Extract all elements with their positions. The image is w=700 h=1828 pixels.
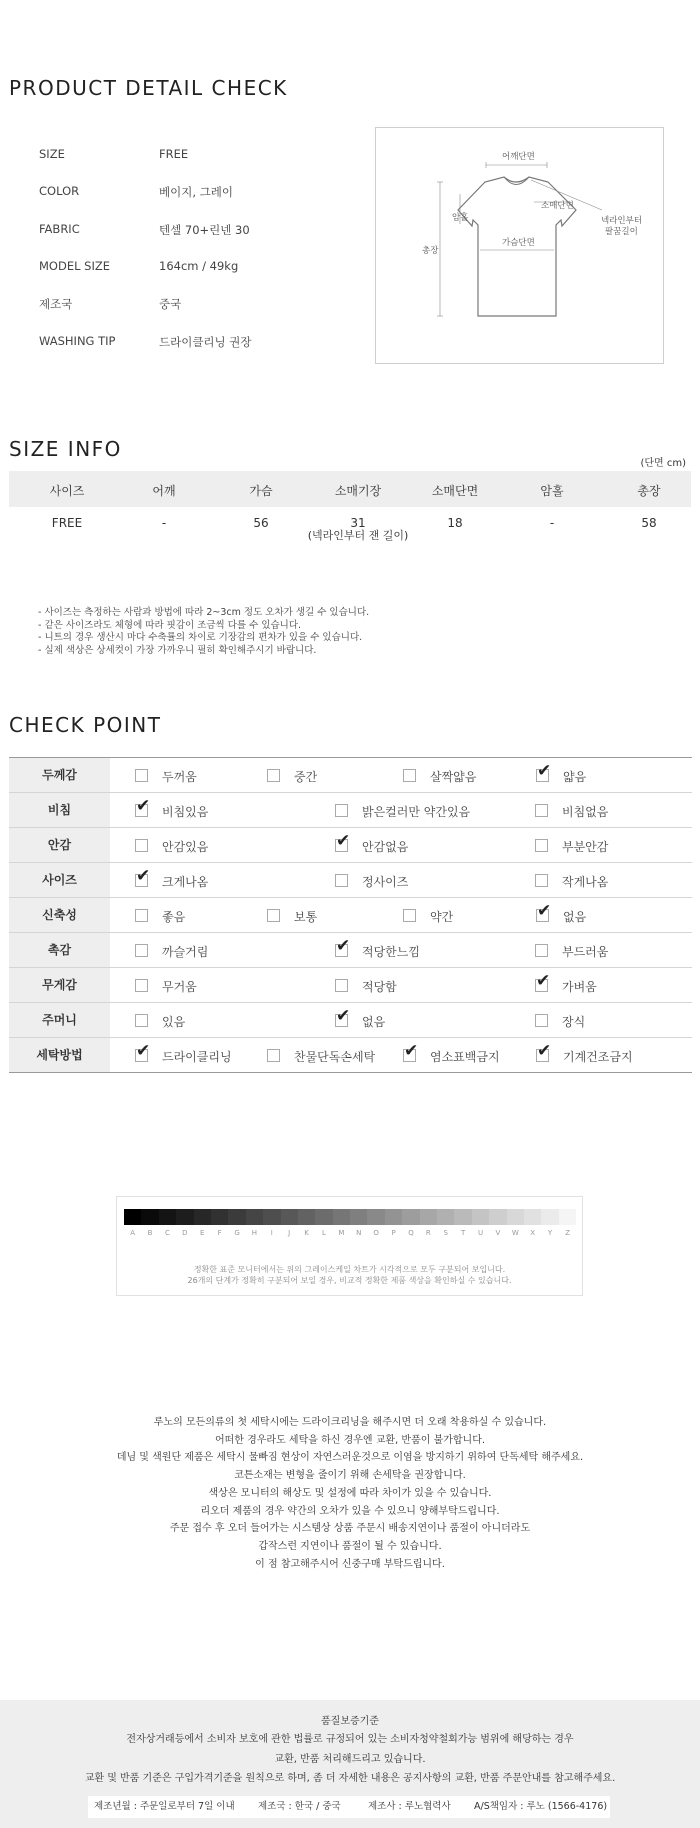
detail-title: PRODUCT DETAIL CHECK — [9, 76, 288, 100]
check-row-label: 촉감 — [9, 933, 110, 967]
diagram-label-neck-from: 넥라인부터 — [601, 216, 643, 226]
grayscale-note-line: 정확한 표준 모니터에서는 위의 그레이스케일 차트가 시각적으로 모두 구분되어 보입니다. — [193, 1265, 506, 1274]
detail-row-model-size — [39, 259, 239, 273]
grayscale-swatch — [472, 1209, 489, 1225]
check-option-label: 비침없음 — [562, 805, 609, 819]
detail-row-origin — [39, 296, 182, 312]
detail-key: COLOR — [39, 184, 80, 198]
care-line: 갑작스런 지연이나 품절이 될 수 있습니다. — [258, 1540, 442, 1552]
grayscale-letter: B — [147, 1229, 153, 1237]
size-header-cell: 소매기장 — [334, 484, 382, 498]
check-row — [9, 758, 692, 793]
detail-key: SIZE — [39, 147, 65, 161]
size-header-cell: 소매단면 — [431, 484, 479, 498]
checkbox[interactable] — [335, 874, 348, 887]
check-row-label: 무게감 — [9, 968, 110, 1002]
size-note-line: - 니트의 경우 생산시 마다 수축률의 차이로 기장감의 편차가 있을 수 있습니다. — [38, 632, 363, 644]
check-row-label: 신축성 — [9, 898, 110, 932]
check-option-label: 무거움 — [162, 980, 197, 994]
grayscale-swatch — [489, 1209, 506, 1225]
checkmark-icon: ✔ — [537, 1041, 552, 1061]
grayscale-letter: H — [251, 1229, 258, 1237]
grayscale-swatch — [263, 1209, 280, 1225]
grayscale-letter: W — [511, 1229, 519, 1237]
check-option-label: 부분안감 — [562, 840, 609, 854]
care-line: 이 점 참고해주시어 신중구매 부탁드립니다. — [255, 1558, 445, 1570]
size-header-cell: 사이즈 — [49, 484, 85, 498]
detail-key: FABRIC — [39, 222, 80, 236]
footer-info-maker: 제조사 : 루노협력사 — [368, 1801, 451, 1812]
checkbox[interactable] — [403, 769, 416, 782]
grayscale-letter: J — [288, 1229, 291, 1237]
care-line: 어떠한 경우라도 세탁을 하신 경우엔 교환, 반품이 불가합니다. — [214, 1434, 486, 1446]
grayscale-swatch — [541, 1209, 558, 1225]
footer-info-as: A/S책임자 : 루노 (1566-4176) — [474, 1801, 608, 1812]
grayscale-swatch — [507, 1209, 524, 1225]
check-option-label: 작게나옴 — [562, 875, 609, 889]
grayscale-swatch — [228, 1209, 245, 1225]
size-header-cell: 암홀 — [540, 484, 564, 498]
grayscale-letter: Z — [565, 1229, 570, 1237]
size-cell: 56 — [253, 516, 269, 530]
size-notes — [38, 607, 369, 657]
check-option-label: 크게나옴 — [162, 875, 209, 889]
grayscale-letters — [124, 1229, 576, 1237]
checkbox[interactable] — [535, 1014, 548, 1027]
check-option-label: 얇음 — [563, 770, 587, 784]
grayscale-swatch — [298, 1209, 315, 1225]
detail-key: MODEL SIZE — [39, 259, 110, 273]
grayscale-letter: S — [443, 1229, 448, 1237]
check-option-label: 드라이클리닝 — [162, 1050, 232, 1064]
checkbox[interactable] — [267, 909, 280, 922]
grayscale-swatch — [559, 1209, 576, 1225]
size-header-cell: 어깨 — [152, 484, 176, 498]
tshirt-diagram-icon — [376, 128, 665, 365]
check-option-label: 염소표백금지 — [430, 1050, 500, 1064]
checkmark-icon: ✔ — [336, 936, 351, 956]
size-note-line: - 같은 사이즈라도 체형에 따라 핏감이 조금씩 다를 수 있습니다. — [38, 619, 302, 631]
check-row — [9, 1038, 692, 1073]
grayscale-swatch — [211, 1209, 228, 1225]
care-line: 색상은 모니터의 해상도 및 설정에 따라 차이가 있을 수 있습니다. — [208, 1487, 492, 1499]
check-row — [9, 933, 692, 968]
check-option-label: 비침있음 — [162, 805, 209, 819]
check-option-label: 장식 — [562, 1015, 586, 1029]
grayscale-letter: A — [130, 1229, 136, 1237]
diagram-label-chest: 가슴단면 — [502, 238, 535, 248]
footer-text — [0, 1730, 700, 1789]
check-option-label: 밝은컬러만 약간있음 — [362, 805, 471, 819]
grayscale-swatch — [333, 1209, 350, 1225]
check-option-label: 있음 — [162, 1015, 186, 1029]
size-cell: - — [161, 516, 167, 530]
size-table-header — [9, 471, 691, 507]
checkmark-icon: ✔ — [536, 971, 551, 991]
check-option-label: 없음 — [563, 910, 587, 924]
check-option-label: 좋음 — [162, 910, 186, 924]
grayscale-letter: D — [182, 1229, 188, 1237]
check-row-label: 안감 — [9, 828, 110, 862]
size-unit-label: (단면 cm) — [640, 458, 686, 469]
check-row — [9, 898, 692, 933]
grayscale-letter: K — [304, 1229, 309, 1237]
check-point-title: CHECK POINT — [9, 713, 162, 737]
checkbox[interactable] — [535, 874, 548, 887]
size-cell: - — [549, 516, 555, 530]
footer-info-made-date: 제조년월 : 주문일로부터 7일 이내 — [94, 1801, 235, 1812]
care-line: 루노의 모든의류의 첫 세탁시에는 드라이크리닝을 해주시면 더 오래 착용하실 수 있습니다. — [153, 1417, 547, 1428]
detail-row-color — [39, 184, 233, 199]
checkbox[interactable] — [135, 1014, 148, 1027]
check-row-label: 비침 — [9, 793, 110, 827]
grayscale-swatch — [159, 1209, 176, 1225]
checkmark-icon: ✔ — [336, 1006, 351, 1026]
size-cell: FREE — [51, 516, 83, 530]
size-note-line: - 실제 색상은 상세컷이 가장 가까우니 필히 확인해주시기 바랍니다. — [38, 644, 317, 656]
grayscale-letter: L — [322, 1229, 326, 1237]
detail-row-washing-tip — [39, 334, 252, 349]
grayscale-swatch — [367, 1209, 384, 1225]
checkbox[interactable] — [335, 979, 348, 992]
grayscale-letter: U — [477, 1229, 484, 1237]
grayscale-swatch — [141, 1209, 158, 1225]
check-point-table — [9, 757, 692, 1073]
diagram-label-sleeve-width: 소매단면 — [541, 201, 574, 211]
footer-line: 전자상거래등에서 소비자 보호에 관한 법률로 규정되어 있는 소비자청약철회가능 범위에 해당하는 경우 — [126, 1734, 574, 1745]
check-option-label: 안감없음 — [362, 840, 409, 854]
detail-row-size — [39, 147, 189, 161]
grayscale-letter: Q — [408, 1229, 414, 1237]
check-option-label: 정사이즈 — [362, 875, 409, 889]
diagram-label-armhole: 암홀 — [452, 213, 469, 223]
grayscale-letter: E — [200, 1229, 205, 1237]
detail-key: 제조국 — [39, 297, 73, 311]
grayscale-swatch — [246, 1209, 263, 1225]
size-table-row — [9, 507, 691, 547]
grayscale-letter: P — [391, 1229, 396, 1237]
size-cell: 58 — [641, 516, 657, 530]
checkbox[interactable] — [135, 839, 148, 852]
grayscale-letter: Y — [547, 1229, 553, 1237]
check-row — [9, 828, 692, 863]
measurement-diagram — [375, 127, 664, 364]
grayscale-letter: V — [495, 1229, 501, 1237]
check-option-label: 부드러움 — [562, 945, 609, 959]
footer-info-box — [88, 1796, 610, 1818]
footer-line: 교환 및 반품 기준은 구입가격기준을 원칙으로 하며, 좀 더 자세한 내용은 공지사항의 교환, 반품 주문안내를 참고해주세요. — [84, 1773, 616, 1784]
grayscale-swatch — [524, 1209, 541, 1225]
grayscale-letter: G — [234, 1229, 240, 1237]
check-option-label: 중간 — [294, 770, 318, 784]
diagram-label-sleeve-length: 팔꿈길이 — [605, 227, 638, 237]
grayscale-swatch — [385, 1209, 402, 1225]
detail-value: 164cm / 49kg — [159, 259, 239, 273]
grayscale-letter: N — [356, 1229, 362, 1237]
size-note-line: - 사이즈는 측정하는 사람과 방법에 따라 2~3cm 정도 오차가 생길 수 있습니다. — [38, 607, 370, 618]
checkbox[interactable] — [335, 804, 348, 817]
check-option-label: 적당함 — [362, 980, 397, 994]
detail-value: 드라이클리닝 권장 — [159, 335, 252, 349]
checkbox[interactable] — [535, 839, 548, 852]
grayscale-swatch — [315, 1209, 332, 1225]
check-row — [9, 1003, 692, 1038]
footer-info-country: 제조국 : 한국 / 중국 — [258, 1801, 341, 1812]
care-notice — [0, 1414, 700, 1573]
check-option-label: 안감있음 — [162, 840, 209, 854]
grayscale-swatch — [124, 1209, 141, 1225]
check-option-label: 두꺼움 — [162, 770, 197, 784]
size-header-cell: 가슴 — [249, 484, 273, 498]
check-option-label: 보통 — [294, 910, 318, 924]
check-option-label: 찬물단독손세탁 — [294, 1050, 376, 1064]
grayscale-swatch — [402, 1209, 419, 1225]
checkbox[interactable] — [535, 944, 548, 957]
checkmark-icon: ✔ — [537, 761, 552, 781]
grayscale-letter: T — [460, 1229, 466, 1237]
check-row — [9, 793, 692, 828]
grayscale-letter: I — [270, 1229, 273, 1237]
check-option-label: 적당한느낌 — [362, 945, 420, 959]
grayscale-chart — [116, 1196, 583, 1296]
check-row — [9, 968, 692, 1003]
care-line: 코튼소재는 변형을 줄이기 위해 손세탁을 권장합니다. — [234, 1470, 466, 1482]
checkbox[interactable] — [535, 804, 548, 817]
detail-value: FREE — [159, 147, 189, 161]
footer-line: 교환, 반품 처리해드리고 있습니다. — [274, 1753, 426, 1765]
check-row-label: 세탁방법 — [9, 1038, 110, 1072]
diagram-label-total-length: 총장 — [422, 246, 439, 256]
detail-value: 중국 — [159, 297, 182, 311]
grayscale-strip — [124, 1209, 576, 1225]
size-cell: 31 — [350, 516, 366, 530]
care-line: 데님 및 색원단 제품은 세탁시 물빠짐 현상이 자연스러운것으로 이염을 방지하기 위하여 단독세탁 해주세요. — [116, 1452, 584, 1464]
check-row-label: 사이즈 — [9, 863, 110, 897]
detail-key: WASHING TIP — [39, 334, 116, 348]
check-row-label: 두께감 — [9, 758, 110, 792]
grayscale-swatch — [420, 1209, 437, 1225]
size-header-cell: 총장 — [637, 484, 661, 498]
grayscale-swatch — [281, 1209, 298, 1225]
quality-footer — [0, 1700, 700, 1828]
check-option-label: 가벼움 — [562, 980, 597, 994]
checkmark-icon: ✔ — [336, 831, 351, 851]
grayscale-letter: F — [217, 1229, 222, 1237]
checkmark-icon: ✔ — [136, 1041, 151, 1061]
check-option-label: 약간 — [430, 910, 454, 924]
grayscale-swatch — [454, 1209, 471, 1225]
checkbox[interactable] — [403, 909, 416, 922]
care-line: 리오더 제품의 경우 약간의 오차가 있을 수 있으니 양해부탁드립니다. — [200, 1505, 500, 1517]
check-option-label: 살짝얇음 — [430, 770, 477, 784]
check-option-label: 없음 — [362, 1015, 386, 1029]
check-row-label: 주머니 — [9, 1003, 110, 1037]
grayscale-letter: O — [373, 1229, 379, 1237]
checkmark-icon: ✔ — [537, 901, 552, 921]
check-option-label: 까슬거림 — [162, 945, 209, 959]
grayscale-letter: X — [530, 1229, 536, 1237]
grayscale-note-line: 26개의 단계가 정확히 구분되어 보일 경우, 비교적 정확한 제품 색상을 확인하실 수 있습니다. — [187, 1276, 512, 1285]
detail-value: 베이지, 그레이 — [159, 185, 233, 199]
grayscale-swatch — [176, 1209, 193, 1225]
grayscale-letter: M — [338, 1229, 345, 1237]
footer-title: 품질보증기준 — [321, 1716, 379, 1727]
checkbox[interactable] — [267, 769, 280, 782]
grayscale-letter: R — [425, 1229, 431, 1237]
checkmark-icon: ✔ — [136, 796, 151, 816]
grayscale-swatch — [194, 1209, 211, 1225]
checkbox[interactable] — [135, 979, 148, 992]
sleeve-measure-note: (넥라인부터 잰 길이) — [307, 529, 409, 542]
checkmark-icon: ✔ — [404, 1041, 419, 1061]
grayscale-letter: C — [165, 1229, 170, 1237]
checkbox[interactable] — [135, 909, 148, 922]
diagram-label-shoulder: 어깨단면 — [502, 152, 535, 162]
check-row — [9, 863, 692, 898]
checkbox[interactable] — [135, 769, 148, 782]
grayscale-swatch — [350, 1209, 367, 1225]
grayscale-swatch — [437, 1209, 454, 1225]
checkmark-icon: ✔ — [136, 866, 151, 886]
check-option-label: 기계건조금지 — [563, 1050, 633, 1064]
size-info-title: SIZE INFO — [9, 437, 122, 461]
size-cell: 18 — [447, 516, 463, 530]
care-line: 주문 접수 후 오더 들어가는 시스템상 상품 주문시 배송지연이나 품절이 아니더라도 — [169, 1523, 531, 1535]
checkbox[interactable] — [267, 1049, 280, 1062]
detail-row-fabric — [39, 222, 250, 237]
detail-value: 텐셀 70+린넨 30 — [159, 223, 250, 237]
checkbox[interactable] — [135, 944, 148, 957]
